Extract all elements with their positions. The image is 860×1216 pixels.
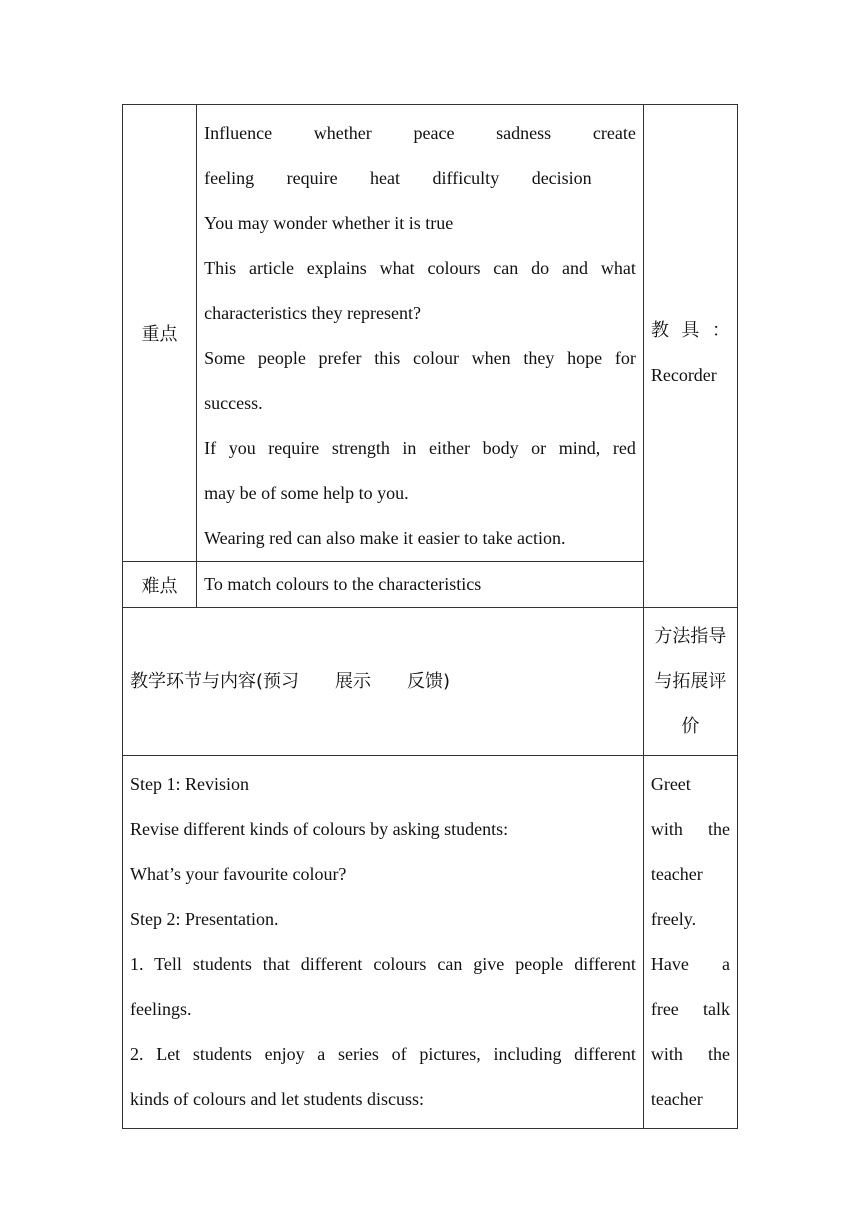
teaching-tools-label: 教 具 ： <box>650 320 730 341</box>
key-point-line-7: success. <box>204 393 263 413</box>
key-points-label: 重点 <box>123 105 197 562</box>
method-guidance-lines <box>644 608 737 755</box>
key-point-line-6: Some people prefer this colour when they hope for <box>204 348 636 368</box>
key-points-row <box>123 105 738 562</box>
step-line-5: 1. Tell students that different colours can give people different <box>130 954 636 974</box>
step-note-line-7: with the <box>650 1044 730 1064</box>
step-line-2: Revise different kinds of colours by asking students: <box>130 819 509 839</box>
step-line-4: Step 2: Presentation. <box>130 909 279 929</box>
step-note-line-6: free talk <box>650 999 730 1019</box>
step-note-line-8: teacher <box>650 1089 703 1109</box>
step-note-line-3: teacher <box>650 864 703 884</box>
teaching-tools-value: Recorder <box>650 365 717 385</box>
key-point-line-3: You may wonder whether it is true <box>204 213 454 233</box>
key-point-line-1: Influence whether peace sadness create <box>204 123 636 143</box>
step-line-3: What’s your favourite colour? <box>130 864 347 884</box>
step-note-line-5: Have a <box>650 954 730 974</box>
step-line-8: kinds of colours and let students discuss: <box>130 1089 424 1109</box>
method-guidance-line-1: 方法指导 <box>654 626 727 647</box>
step-line-1: Step 1: Revision <box>130 774 250 794</box>
step-note-line-2: with the <box>650 819 730 839</box>
step-note-line-1: Greet <box>650 774 691 794</box>
difficulty-label: 难点 <box>123 562 197 608</box>
step-line-7: 2. Let students enjoy a series of pictures, including different <box>130 1044 636 1064</box>
key-point-line-10: Wearing red can also make it easier to take action. <box>204 528 566 548</box>
section-header-title-cell <box>123 608 644 756</box>
key-point-line-2: feeling require heat difficulty decision <box>204 168 592 188</box>
teaching-tools-cell <box>643 105 737 608</box>
step-line-6: feelings. <box>130 999 192 1019</box>
steps-notes-lines <box>644 756 737 1128</box>
steps-notes-cell <box>643 756 737 1129</box>
section-header-row <box>123 608 738 756</box>
key-point-line-9: may be of some help to you. <box>204 483 409 503</box>
steps-content-cell <box>123 756 644 1129</box>
steps-row <box>123 756 738 1129</box>
steps-lines <box>123 756 643 1122</box>
section-header-title: 教学环节与内容(预习 展示 反馈) <box>130 671 451 692</box>
method-guidance-line-2: 与拓展评 <box>654 671 727 692</box>
key-point-line-8: If you require strength in either body or mind, red <box>204 438 636 458</box>
method-guidance-cell <box>643 608 737 756</box>
lesson-plan-table <box>122 104 738 1129</box>
difficulty-text: To match colours to the characteristics <box>204 574 482 594</box>
key-point-line-4: This article explains what colours can do and what <box>204 258 636 278</box>
method-guidance-line-3: 价 <box>681 716 700 737</box>
difficulty-content <box>197 562 644 608</box>
key-points-lines <box>197 105 643 561</box>
key-points-content <box>197 105 644 562</box>
key-point-line-5: characteristics they represent? <box>204 303 421 323</box>
step-note-line-4: freely. <box>650 909 697 929</box>
